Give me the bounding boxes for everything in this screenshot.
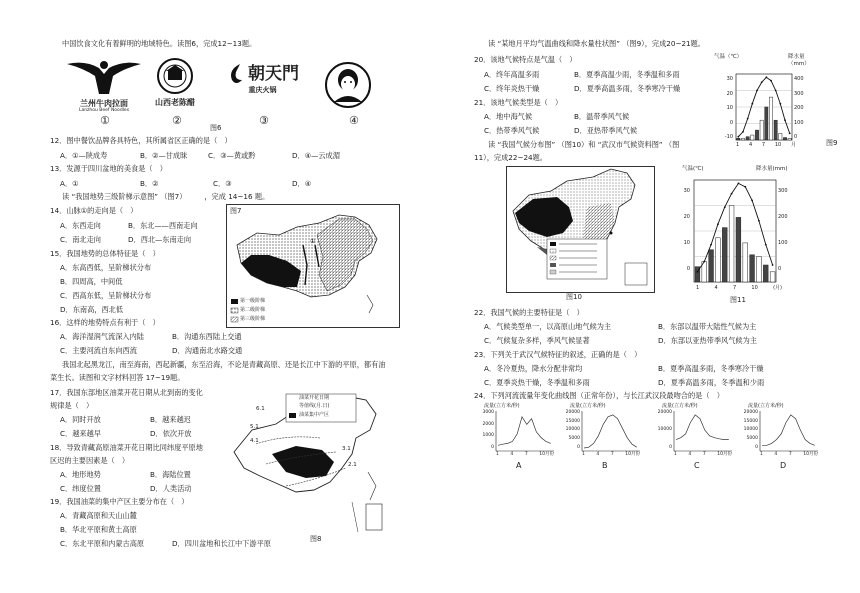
fig9-ylabel-precip: 降水量（mm） [788, 54, 810, 67]
fig11-right-ticks [778, 178, 788, 282]
precip-bar [741, 138, 744, 140]
flow-xtick: 4 [596, 452, 600, 457]
flow-ylabel: 流量(立方米/秒) [484, 403, 520, 409]
q13-option-c: C．③ [213, 179, 232, 188]
q17-option-b: B．越来越迟 [150, 415, 191, 424]
precip-bar [755, 130, 758, 140]
flow-ytick: 20000 [657, 410, 672, 415]
q15-option-c: C．西高东低，呈阶梯状分布 [60, 291, 152, 300]
flow-ytick: 1000 [482, 433, 494, 439]
q15-option-b: B．四周高，中间低 [60, 277, 123, 286]
precip-bar [760, 120, 763, 140]
fig8-legend-1: 油菜开花日期 [299, 395, 330, 401]
fig8-isoline-5-1: 5.1 [250, 424, 259, 430]
fig9-xtick: 10 [774, 142, 782, 148]
precip-bar [751, 135, 754, 140]
q14-option-c: C．南北走向 [60, 235, 101, 244]
precip-bar [779, 133, 782, 140]
question-20: 20．该地气候特点是气温（ ） [474, 55, 577, 64]
q13-option-d: D．④ [292, 179, 312, 188]
q19-option-d: D．四川盆地和长江中下游平原 [172, 539, 271, 548]
logo2-name: 山西老陈醋 [155, 97, 195, 107]
q17-option-d: D．依次开放 [150, 429, 192, 438]
flow-chart-label: B [602, 461, 608, 470]
q22-option-a: A．气候类型单一，以高原山地气候为主 [484, 322, 612, 331]
figure-11-wuhan-climate-chart [678, 166, 794, 294]
q12-option-d: D．④—云成湄 [292, 151, 340, 160]
figure-9-caption: 图9 [826, 139, 838, 147]
flow-chart-c [652, 403, 736, 473]
fig8-legend-3: 油菜集中产区 [299, 412, 330, 418]
question-15: 15．我国地势的总体特征是（ ） [50, 249, 160, 258]
precip-bar [750, 255, 755, 282]
q21-option-b: B．温带季风气候 [574, 112, 630, 121]
flow-xtick: 10月份 [625, 452, 640, 457]
flow-xtick: 10月份 [803, 452, 818, 457]
question-12: 12．图中餐饮品牌各具特色，其所属省区正确的是（ ） [50, 136, 232, 145]
q22-option-d: D．东部以亚热带季风气候为主 [658, 336, 757, 345]
q19-option-a: A．青藏高原和天山山麓 [60, 511, 137, 520]
question-18: 18．导致青藏高原油菜开花日期比同纬度平原地 [50, 443, 203, 452]
q14-option-b: B．东北——西南走向 [128, 221, 198, 230]
flow-xtick: 10月份 [539, 452, 554, 457]
flow-ytick: 5000 [746, 435, 758, 441]
fig9-rtick: 100 [794, 119, 804, 126]
fig11-ylabel-temp: 气温(℃) [682, 166, 704, 172]
fig11-plot [678, 166, 794, 294]
fig7-legend-1: 第一级阶梯 [240, 298, 266, 304]
flow-curve [498, 417, 551, 446]
precip-bar [788, 138, 791, 140]
fig11-x-ticks [696, 285, 782, 291]
fig9-ltick: 20 [726, 90, 733, 97]
figure-10-climate-map [506, 166, 655, 293]
flow-ytick: 10000 [565, 427, 580, 433]
flow-ytick: 3000 [482, 410, 494, 415]
fig9-rtick: 300 [794, 90, 804, 97]
question-24: 24．下列河流流量年变化曲线图（正常年份），与长江武汉段最吻合的是（ ） [474, 391, 724, 400]
fig11-xtick: 10 [751, 285, 758, 291]
flow-xtick: 7 [788, 452, 792, 457]
precip-bar [743, 243, 748, 282]
q19-option-b: B．华北平原和黄土高原 [60, 525, 137, 534]
intro-12-13: 中国饮食文化有着鲜明的地域特色。读图6，完成12~13题。 [62, 39, 257, 48]
figure-7-caption: 图7 [230, 207, 242, 215]
flow-chart-a [474, 403, 558, 473]
q16-option-a: A．海洋湿润气流深入内陆 [60, 332, 144, 341]
fig9-ltick: 10 [726, 105, 733, 111]
precip-bar [737, 138, 740, 140]
flow-xtick: 4 [774, 452, 778, 457]
flow-xtick: 7 [610, 452, 614, 457]
q19-option-c: C．东北平原和内蒙古高原 [60, 539, 145, 548]
precip-bar [765, 107, 768, 140]
logo3-number: ③ [259, 114, 269, 127]
q23-option-c: C．夏季炎热干燥，冬季温和多雨 [484, 378, 590, 387]
flow-xticks [760, 452, 818, 457]
q21-option-a: A．地中海气候 [484, 112, 533, 121]
flow-ylabel: 流量(立方米/秒) [748, 403, 784, 409]
flow-xtick: 10月份 [717, 452, 732, 457]
flow-ytick: 0 [755, 444, 758, 450]
q14-option-d: D．西北—东南走向 [128, 235, 192, 244]
fig11-rtick: 100 [778, 240, 788, 246]
q23-option-d: D．夏季高温多雨，冬季温和少雨 [658, 378, 765, 387]
q16-option-b: B．沟通东西陆上交通 [172, 332, 242, 341]
logo3-name: 朝天門 [248, 63, 299, 84]
fig11-ltick: 10 [683, 240, 690, 246]
fig11-xtick: (月) [773, 285, 782, 291]
figure-7-terrain-map [226, 204, 400, 328]
fig11-ltick: 0 [686, 266, 690, 272]
figure-11-caption: 图11 [730, 296, 746, 304]
flow-xtick: 7 [524, 452, 528, 457]
logo1-name: 兰州牛肉拉面 [80, 98, 128, 108]
q23-option-b: B．夏季高温多雨，冬季寒冷干燥 [658, 364, 764, 373]
q18-option-d: D．人类活动 [150, 484, 192, 493]
flow-ytick: 15000 [743, 418, 758, 424]
flow-ytick: 0 [491, 444, 494, 450]
flow-ytick: 10000 [743, 427, 758, 433]
question-17: 17．我国东部地区油菜开花日期从北到南的变化 [50, 388, 203, 397]
fig11-left-ticks [680, 178, 690, 282]
fig11-ltick: 30 [683, 188, 690, 194]
paragraph-17: 我国北起黑龙江，南至海南，西起新疆，东至沿海，不论是青藏高原、还是长江中下游的平原，都有油 [62, 360, 386, 369]
svg-text:①: ① [310, 238, 316, 245]
q13-option-a: A．① [60, 179, 79, 188]
chaotianmen-hotpot-logo [215, 62, 310, 110]
logo3-sub: 重庆火锅 [248, 86, 277, 94]
flow-chart-label: A [516, 461, 522, 470]
fig11-xtick: 7 [732, 285, 737, 291]
fig9-ltick: 30 [726, 76, 733, 82]
fig9-right-ticks [794, 72, 804, 145]
intro-22-24: 读 “我国气候分布图” （图10）和 “武汉市气候资料图” （图 [488, 140, 680, 149]
fig11-ltick: 20 [683, 214, 690, 220]
intro-22-24-cont: 11），完成22~24题。 [474, 153, 547, 162]
flow-chart-d [738, 403, 822, 473]
fig11-rtick: 0 [778, 266, 782, 272]
flow-xtick: 1 [496, 452, 499, 457]
flow-xticks [582, 452, 640, 457]
lanzhou-noodles-logo [65, 58, 143, 114]
precip-bar [757, 257, 762, 283]
q21-option-d: D．亚热带季风气候 [574, 126, 638, 135]
fig9-xtick: 4 [748, 142, 753, 148]
question-16: 16．这样的地势特点有利于（ ） [50, 318, 160, 327]
question-23: 23．下列关于武汉气候特征的叙述，正确的是（ ） [474, 350, 642, 359]
figure-10-caption: 图10 [566, 293, 582, 301]
q16-option-d: D．沟通南北水路交通 [172, 346, 243, 355]
figure-8-rapeseed-map [226, 392, 398, 542]
precip-bar [770, 272, 775, 282]
figure-9-climate-chart [712, 54, 822, 150]
fig8-legend-2: 等值线(月.日) [299, 403, 330, 409]
precip-bar [746, 137, 749, 140]
question-19: 19．我国油菜的集中产区主要分布在（ ） [50, 497, 189, 506]
fig7-legend-3: 第三级阶梯 [240, 316, 266, 322]
intro-20-21: 读 “某地月平均气温曲线和降水量柱状图” （图9），完成20~21题。 [488, 39, 705, 48]
q21-option-c: C．热带季风气候 [484, 126, 540, 135]
q17-option-c: C．越来越早 [60, 429, 101, 438]
paragraph-17-cont: 菜生长。读图和文字材料回答 17~19题。 [50, 373, 185, 382]
fig11-xtick: 1 [696, 285, 700, 291]
fig8-isoline-2-1: 2.1 [348, 462, 357, 468]
flow-curve [762, 415, 815, 445]
fig9-ltick: 0 [729, 119, 733, 126]
question-14: 14．山脉①的走向是（ ） [50, 206, 138, 215]
flow-ytick: 2000 [482, 421, 494, 427]
q18-option-b: B．海陆位置 [150, 470, 191, 479]
q18-option-a: A．地形地势 [60, 470, 101, 479]
precip-bar [716, 238, 721, 282]
q17-option-a: A．同时开放 [60, 415, 101, 424]
figure-6-caption: 图6 [210, 124, 222, 132]
q13-option-b: B．② [140, 179, 159, 188]
precip-bar [722, 228, 727, 282]
precip-bar [736, 217, 741, 282]
q20-option-b: B．夏季高温少雨，冬季温和多雨 [574, 70, 680, 79]
flow-ytick: 5000 [568, 435, 580, 441]
flow-xtick: 7 [702, 452, 706, 457]
precip-bar [769, 97, 772, 140]
q23-option-a: A．冬冷夏热，降水分配非常均 [484, 364, 583, 373]
flow-curve [584, 415, 637, 448]
precip-bar [709, 250, 714, 282]
q15-option-a: A．东高西低，呈阶梯状分布 [60, 263, 152, 272]
fig9-rtick: 0 [794, 134, 798, 140]
q12-option-a: A．①—陕成寿 [60, 151, 108, 160]
q18-option-c: C．纬度位置 [60, 484, 101, 493]
fig9-xtick: 1 [736, 142, 740, 148]
flow-ytick: 10000 [657, 427, 672, 433]
q20-option-a: A．终年高温多雨 [484, 70, 540, 79]
logo4-number: ④ [349, 114, 359, 127]
fig9-xtick: 7 [761, 142, 766, 148]
shanxi-vinegar-logo [150, 57, 200, 112]
question-21: 21．该地气候类型是（ ） [474, 98, 563, 107]
flow-ytick: 0 [669, 444, 672, 450]
q20-option-d: D．夏季高温多雨，冬季寒冷干燥 [574, 84, 681, 93]
flow-ytick: 20000 [743, 410, 758, 415]
figure-8-caption: 图8 [310, 535, 322, 543]
precip-bar [763, 265, 768, 282]
fig11-rtick: 200 [778, 214, 788, 220]
flow-xticks [674, 452, 732, 457]
precip-bar [783, 138, 786, 140]
question-17-cont: 规律是（ ） [50, 401, 94, 410]
q14-option-a: A．东西走向 [60, 221, 101, 230]
flow-chart-b [560, 403, 644, 473]
q12-option-c: C．③—黄或黔 [208, 151, 256, 160]
fig11-ylabel-precip: 降水量(mm) [756, 166, 788, 172]
fig9-rtick: 200 [794, 105, 804, 111]
flow-curve [676, 415, 729, 440]
fig8-isoline-4-1: 4.1 [250, 438, 259, 444]
fig9-x-ticks [736, 142, 796, 148]
flow-ylabel: 流量(立方米/秒) [662, 403, 698, 409]
flow-xtick: 4 [510, 452, 514, 457]
flow-xtick: 1 [582, 452, 585, 457]
fig9-ylabel-temp: 气温（℃） [714, 54, 743, 60]
q12-option-b: B．②—甘成昧 [140, 151, 188, 160]
q15-option-d: D．东南高，西北低 [60, 305, 124, 314]
flow-xticks [496, 452, 554, 457]
portrait-logo [320, 60, 380, 110]
fig11-xtick: 4 [714, 285, 718, 291]
flow-ytick: 15000 [565, 418, 580, 424]
intro-14-16: 读 “我国地势三级阶梯示意图” （图7） ，完成 14~16 题。 [62, 192, 270, 201]
logo1-number: ① [100, 114, 110, 127]
fig9-ltick: -10 [724, 134, 733, 140]
fig9-left-ticks [721, 72, 733, 145]
logo1-sub: Lanzhou Beef Noodles [78, 108, 130, 114]
fig8-isoline-3-1: 3.1 [342, 446, 351, 452]
q22-option-c: C．气候复杂多样，季风气候显著 [484, 336, 590, 345]
flow-chart-label: D [780, 461, 787, 470]
flow-xtick: 4 [688, 452, 692, 457]
fig8-isoline-6-1: 6.1 [256, 406, 265, 412]
fig11-rtick: 300 [778, 188, 788, 194]
flow-xtick: 1 [760, 452, 763, 457]
precip-bar [774, 120, 777, 140]
fig9-rtick: 400 [794, 76, 804, 82]
flow-xtick: 1 [674, 452, 677, 457]
question-13: 13．发源于四川盆地的美食是（ ） [50, 164, 167, 173]
flow-ylabel: 流量(立方米/秒) [570, 403, 606, 409]
fig7-legend-2: 第二级阶梯 [240, 307, 266, 313]
logo2-number: ② [172, 114, 182, 127]
flow-ytick: 20000 [565, 410, 580, 415]
q16-option-c: C．主要河流自东向西流 [60, 346, 137, 355]
flow-ytick: 0 [577, 444, 580, 450]
q20-option-c: C．终年炎热干燥 [484, 84, 540, 93]
question-22: 22．我国气候的主要特征是（ ） [474, 308, 584, 317]
fig9-xtick: 月 [790, 142, 796, 148]
flow-chart-label: C [694, 461, 700, 470]
q22-option-b: B．东部以温带大陆性气候为主 [658, 322, 757, 331]
question-18-cont: 区迟的主要因素是（ ） [50, 456, 130, 465]
precip-bar [729, 206, 734, 283]
